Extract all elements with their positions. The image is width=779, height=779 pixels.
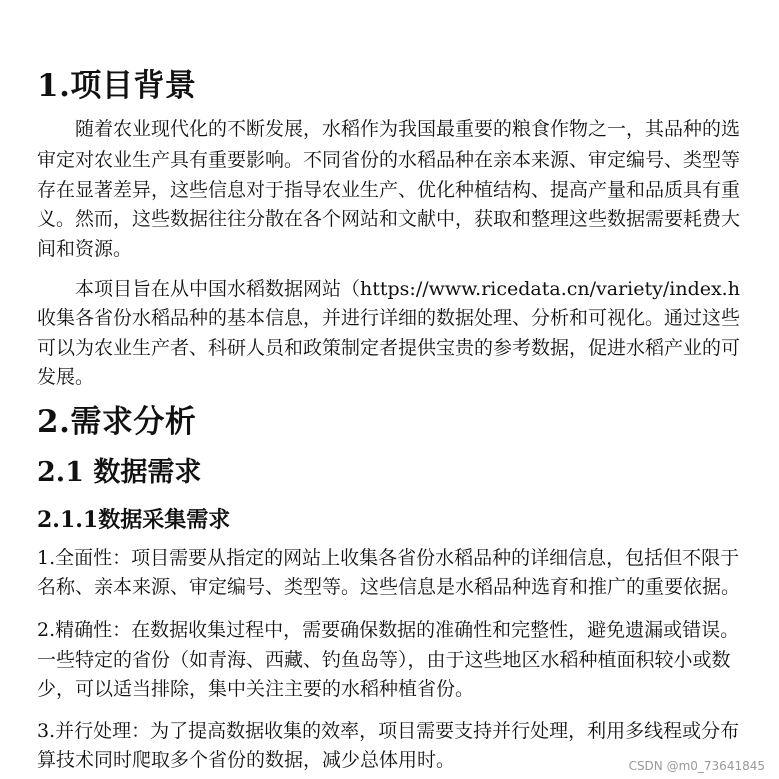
paragraph-line: 收集各省份水稻品种的基本信息，并进行详细的数据处理、分析和可视化。通过这些: [37, 307, 741, 329]
list-item-line: 2.精确性：在数据收集过程中，需要确保数据的准确性和完整性，避免遗漏或错误。: [37, 619, 740, 641]
list-item-line: 名称、亲本来源、审定编号、类型等。这些信息是水稻品种选育和推广的重要依据。: [37, 576, 741, 598]
paragraph-line: 本项目旨在从中国水稻数据网站（https://www.ricedata.cn/variety/index.h: [75, 278, 740, 300]
paragraph-line: 义。然而，这些数据往往分散在各个网站和文献中，获取和整理这些数据需要耗费大: [37, 208, 741, 230]
list-item-line: 算技术同时爬取多个省份的数据，减少总体用时。: [37, 749, 456, 771]
watermark: CSDN @m0_73641845: [628, 759, 765, 773]
paragraph-line: 随着农业现代化的不断发展，水稻作为我国最重要的粮食作物之一，其品种的选: [75, 118, 741, 140]
paragraph-line: 可以为农业生产者、科研人员和政策制定者提供宝贵的参考数据，促进水稻产业的可: [37, 337, 741, 359]
list-item-line: 少，可以适当排除，集中关注主要的水稻种植省份。: [37, 678, 475, 700]
heading-requirements-analysis: 2.需求分析: [37, 404, 197, 440]
list-item-line: 1.全面性：项目需要从指定的网站上收集各省份水稻品种的详细信息，包括但不限于: [37, 547, 740, 569]
heading-project-background: 1.项目背景: [37, 68, 197, 104]
heading-data-collection-requirements: 2.1.1数据采集需求: [37, 507, 231, 533]
paragraph-line: 间和资源。: [37, 238, 133, 260]
paragraph-line: 审定对农业生产具有重要影响。不同省份的水稻品种在亲本来源、审定编号、类型等: [37, 149, 741, 171]
list-item-line: 一些特定的省份（如青海、西藏、钓鱼岛等），由于这些地区水稻种植面积较小或数: [37, 649, 731, 671]
heading-data-requirements: 2.1 数据需求: [37, 457, 202, 488]
paragraph-line: 存在显著差异，这些信息对于指导农业生产、优化种植结构、提高产量和品质具有重: [37, 179, 741, 201]
paragraph-line: 发展。: [37, 366, 95, 388]
list-item-line: 3.并行处理：为了提高数据收集的效率，项目需要支持并行处理，利用多线程或分布: [37, 720, 740, 742]
